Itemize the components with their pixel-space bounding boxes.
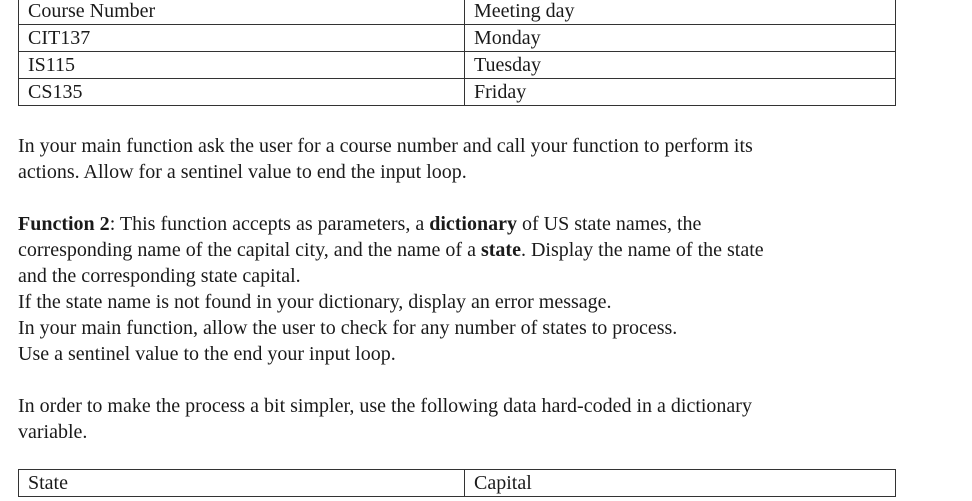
header-meeting-day: Meeting day bbox=[465, 0, 896, 25]
meeting-day-cell: Monday bbox=[465, 25, 896, 52]
paragraph-line: In your main function ask the user for a course number and call your function to perform its bbox=[18, 135, 753, 157]
table-header-row bbox=[19, 0, 896, 25]
table-row bbox=[19, 79, 896, 106]
table-header-row bbox=[19, 470, 896, 497]
paragraph-line: variable. bbox=[18, 421, 88, 443]
bold-state: state bbox=[480, 239, 521, 261]
paragraph-line bbox=[18, 211, 918, 237]
function2-paragraph bbox=[18, 211, 918, 367]
paragraph-line: In your main function, allow the user to check for any number of states to process. bbox=[18, 317, 678, 339]
text-span: . Display the name of the state bbox=[520, 239, 764, 261]
header-course-number: Course Number bbox=[19, 0, 465, 25]
header-state: State bbox=[19, 470, 465, 497]
bold-dictionary: dictionary bbox=[429, 213, 517, 235]
paragraph-line: and the corresponding state capital. bbox=[18, 265, 301, 287]
main-function-paragraph bbox=[18, 133, 918, 185]
paragraph-line: In order to make the process a bit simpler, use the following data hard-coded in a dictionary bbox=[18, 395, 752, 417]
function2-label: Function 2 bbox=[18, 213, 110, 235]
state-capital-table bbox=[18, 469, 896, 497]
text-span: corresponding name of the capital city, and the name of a bbox=[18, 239, 481, 261]
hardcoded-data-paragraph bbox=[18, 393, 918, 445]
table-row bbox=[19, 25, 896, 52]
paragraph-line: Use a sentinel value to the end your input loop. bbox=[18, 343, 396, 365]
paragraph-line: If the state name is not found in your dictionary, display an error message. bbox=[18, 291, 612, 313]
header-capital: Capital bbox=[465, 470, 896, 497]
course-number-cell: CS135 bbox=[19, 79, 465, 106]
meeting-day-cell: Tuesday bbox=[465, 52, 896, 79]
course-meeting-table bbox=[18, 0, 896, 106]
meeting-day-cell: Friday bbox=[465, 79, 896, 106]
course-number-cell: CIT137 bbox=[19, 25, 465, 52]
text-span: of US state names, the bbox=[516, 213, 702, 235]
text-span: : This function accepts as parameters, a bbox=[109, 213, 430, 235]
course-number-cell: IS115 bbox=[19, 52, 465, 79]
paragraph-line: actions. Allow for a sentinel value to end the input loop. bbox=[18, 161, 467, 183]
table-row bbox=[19, 52, 896, 79]
paragraph-line bbox=[18, 237, 918, 263]
